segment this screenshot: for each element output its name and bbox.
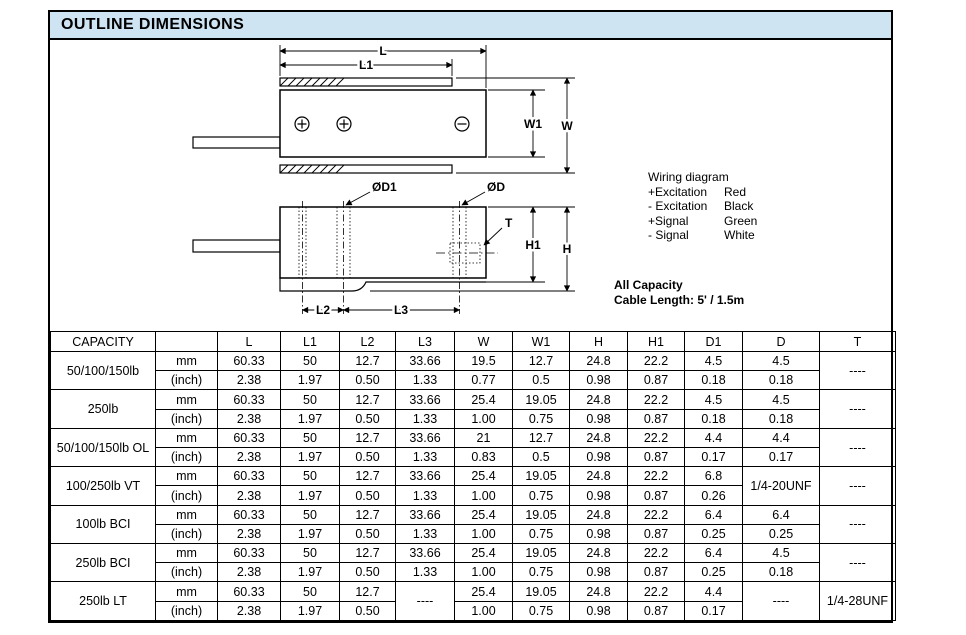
dimension-cell: 0.50	[340, 448, 396, 467]
dimension-cell: 4.5	[743, 390, 820, 409]
dimension-cell: 22.2	[628, 352, 685, 371]
wiring-diagram-legend	[648, 170, 757, 243]
dimension-cell: 1.97	[281, 601, 340, 620]
dimension-cell: 12.7	[340, 467, 396, 486]
dimension-cell: 50	[281, 505, 340, 524]
dimension-cell: 60.33	[218, 428, 281, 447]
dimension-cell: ----	[820, 505, 896, 543]
wiring-color: Red	[724, 184, 747, 199]
hatch-bottom	[280, 165, 344, 173]
unit-cell: (inch)	[156, 409, 218, 428]
wiring-row	[648, 185, 757, 200]
dimension-cell: ----	[820, 352, 896, 390]
column-header: D1	[685, 332, 743, 352]
capacity-cell: 50/100/150lb	[51, 352, 156, 390]
dimension-cell: ----	[743, 582, 820, 621]
dimension-cell: 22.2	[628, 544, 685, 563]
dimension-cell: 12.7	[340, 582, 396, 601]
load-cell-side-view	[193, 192, 575, 314]
dim-label-L2: L2	[315, 303, 331, 317]
dimension-cell: 19.05	[513, 467, 570, 486]
dimension-cell: 0.17	[743, 448, 820, 467]
wiring-row	[648, 214, 757, 229]
dim-label-H1: H1	[525, 238, 541, 252]
dimension-cell: 0.5	[513, 448, 570, 467]
dimension-cell: 1.97	[281, 448, 340, 467]
dimension-cell: 25.4	[455, 390, 513, 409]
unit-cell: mm	[156, 390, 218, 409]
dimension-cell: 24.8	[570, 505, 628, 524]
dimension-cell: 0.18	[743, 563, 820, 582]
dimension-cell: 0.25	[685, 524, 743, 543]
table-body	[51, 352, 896, 621]
dimension-cell: 0.77	[455, 371, 513, 390]
dimension-cell: 24.8	[570, 467, 628, 486]
dimension-cell: 0.87	[628, 486, 685, 505]
unit-cell: mm	[156, 428, 218, 447]
dimension-cell: 0.75	[513, 524, 570, 543]
dimension-cell: 0.50	[340, 601, 396, 620]
dimension-cell: 1.00	[455, 409, 513, 428]
dimension-cell: 22.2	[628, 582, 685, 601]
dimension-cell: 6.4	[743, 505, 820, 524]
dimension-cell: 1.33	[396, 524, 455, 543]
dimension-cell: 22.2	[628, 467, 685, 486]
dimension-cell: 19.05	[513, 390, 570, 409]
dimension-cell: 0.75	[513, 409, 570, 428]
unit-cell: mm	[156, 505, 218, 524]
unit-cell: (inch)	[156, 563, 218, 582]
dimension-cell: 1.00	[455, 601, 513, 620]
dimension-cell: 1.00	[455, 524, 513, 543]
dimension-cell: 33.66	[396, 390, 455, 409]
dimension-cell: 60.33	[218, 352, 281, 371]
dimension-cell: 4.5	[685, 390, 743, 409]
dimension-cell: 0.98	[570, 371, 628, 390]
dimension-cell: 60.33	[218, 582, 281, 601]
outline-dimensions-sheet	[48, 10, 893, 623]
unit-cell: mm	[156, 467, 218, 486]
column-header: H1	[628, 332, 685, 352]
column-header: L3	[396, 332, 455, 352]
dimension-cell: 50	[281, 352, 340, 371]
dimension-cell: 0.98	[570, 409, 628, 428]
dimension-cell: 24.8	[570, 544, 628, 563]
dimension-cell: 60.33	[218, 505, 281, 524]
dimension-cell: 21	[455, 428, 513, 447]
dimension-cell: 1.97	[281, 371, 340, 390]
column-header: H	[570, 332, 628, 352]
dimension-cell: 2.38	[218, 409, 281, 428]
dimension-cell: 60.33	[218, 390, 281, 409]
dimension-cell: 0.18	[743, 409, 820, 428]
dimension-cell: 33.66	[396, 352, 455, 371]
dimension-cell: 0.87	[628, 563, 685, 582]
dimension-cell: 0.18	[685, 409, 743, 428]
capacity-cell: 50/100/150lb OL	[51, 428, 156, 466]
dimension-cell: 22.2	[628, 505, 685, 524]
capacity-cell: 250lb	[51, 390, 156, 428]
dimension-cell: 0.50	[340, 486, 396, 505]
dim-label-W: W	[561, 119, 573, 133]
column-header: W	[455, 332, 513, 352]
dim-label-W1: W1	[524, 117, 542, 131]
unit-cell: (inch)	[156, 448, 218, 467]
column-header: W1	[513, 332, 570, 352]
unit-cell: mm	[156, 544, 218, 563]
dimension-table	[50, 331, 896, 621]
dimension-cell: 50	[281, 582, 340, 601]
dimension-cell: 0.98	[570, 601, 628, 620]
unit-cell: (inch)	[156, 486, 218, 505]
dimension-cell: ----	[820, 390, 896, 428]
dimension-cell: 24.8	[570, 390, 628, 409]
load-cell-top-view	[193, 45, 575, 173]
dimension-cell: 19.05	[513, 505, 570, 524]
dimension-cell: 19.05	[513, 544, 570, 563]
dimension-cell: 4.5	[743, 352, 820, 371]
dimension-cell: 1.33	[396, 563, 455, 582]
dimension-cell: 25.4	[455, 582, 513, 601]
dimension-cell: 1.97	[281, 409, 340, 428]
dimension-cell: 0.83	[455, 448, 513, 467]
column-header: CAPACITY	[51, 332, 156, 352]
dimension-cell: 1.33	[396, 371, 455, 390]
dimension-cell: 2.38	[218, 601, 281, 620]
dim-label-D1: ØD1	[372, 180, 397, 194]
dimension-cell: 1/4-28UNF	[820, 582, 896, 621]
dimension-cell: 0.75	[513, 486, 570, 505]
dimension-cell: 1/4-20UNF	[743, 467, 820, 505]
dimension-cell: 2.38	[218, 486, 281, 505]
wiring-signal: +Excitation	[648, 184, 708, 199]
dimension-cell: 25.4	[455, 467, 513, 486]
dimension-cell: 33.66	[396, 505, 455, 524]
dimension-cell: 50	[281, 390, 340, 409]
unit-cell: (inch)	[156, 601, 218, 620]
dimension-cell: 0.98	[570, 486, 628, 505]
dimension-cell: 33.66	[396, 467, 455, 486]
dimension-cell: ----	[820, 428, 896, 466]
column-header: T	[820, 332, 896, 352]
dimension-cell: 2.38	[218, 448, 281, 467]
base-plate	[280, 278, 486, 291]
dimension-cell: 0.50	[340, 409, 396, 428]
dimension-cell: 4.4	[685, 582, 743, 601]
capacity-cell: 100lb BCI	[51, 505, 156, 543]
dimension-cell: 2.38	[218, 524, 281, 543]
dimension-cell: 0.18	[685, 371, 743, 390]
dimension-cell: 1.97	[281, 563, 340, 582]
wiring-color: White	[724, 228, 755, 242]
dimension-cell: 22.2	[628, 428, 685, 447]
cable	[193, 137, 280, 148]
wiring-color: Black	[724, 199, 754, 213]
cable-note-line1: All Capacity	[614, 278, 683, 292]
load-cell-body-side	[280, 207, 486, 278]
dim-label-T: T	[505, 216, 513, 230]
table-header	[51, 332, 896, 352]
dimension-cell: 50	[281, 428, 340, 447]
dimension-cell: 6.4	[685, 544, 743, 563]
dimension-cell: 22.2	[628, 390, 685, 409]
dimension-cell: 0.87	[628, 601, 685, 620]
wiring-row	[648, 199, 757, 214]
dimension-cell: 25.4	[455, 544, 513, 563]
hatch-top	[280, 78, 344, 86]
dimension-cell: 0.75	[513, 601, 570, 620]
dimension-cell: 0.98	[570, 563, 628, 582]
wiring-signal: +Signal	[648, 213, 689, 228]
column-header: L2	[340, 332, 396, 352]
dimension-cell: 33.66	[396, 428, 455, 447]
dimension-cell: 12.7	[340, 505, 396, 524]
dim-label-L: L	[379, 44, 387, 58]
dimension-cell: 6.4	[685, 505, 743, 524]
cable-note	[614, 278, 744, 307]
dim-label-H: H	[562, 242, 572, 256]
cable-note-line2: Cable Length: 5' / 1.5m	[614, 292, 745, 307]
dimension-cell: ----	[396, 582, 455, 621]
load-cell-drawing	[50, 40, 891, 331]
dimension-cell: 0.87	[628, 448, 685, 467]
wiring-heading: Wiring diagram	[648, 170, 729, 184]
unit-cell: (inch)	[156, 371, 218, 390]
dimension-cell: 1.97	[281, 524, 340, 543]
dimension-cell: 0.18	[743, 371, 820, 390]
dimension-cell: 12.7	[340, 352, 396, 371]
dimension-cell: 1.97	[281, 486, 340, 505]
unit-cell: mm	[156, 352, 218, 371]
diagram-area	[50, 40, 891, 331]
dimension-cell: 19.05	[513, 582, 570, 601]
dimension-cell: 0.87	[628, 409, 685, 428]
dimension-cell: 0.17	[685, 601, 743, 620]
dim-label-L3: L3	[393, 303, 409, 317]
dimension-cell: 1.33	[396, 448, 455, 467]
column-header: L1	[281, 332, 340, 352]
page-title: OUTLINE DIMENSIONS	[61, 16, 245, 33]
dimension-cell: 0.50	[340, 371, 396, 390]
dimension-cell: 0.17	[685, 448, 743, 467]
dimension-cell: 33.66	[396, 544, 455, 563]
capacity-cell: 250lb LT	[51, 582, 156, 621]
dimension-cell: 12.7	[513, 352, 570, 371]
dimension-cell: 12.7	[340, 428, 396, 447]
dimension-cell: 0.25	[685, 563, 743, 582]
dimension-cell: 0.50	[340, 524, 396, 543]
dimension-cell: 0.26	[685, 486, 743, 505]
dimension-cell: 12.7	[513, 428, 570, 447]
column-header: L	[218, 332, 281, 352]
dim-label-L1: L1	[358, 58, 374, 72]
dimension-cell: 24.8	[570, 352, 628, 371]
dimension-cell: 12.7	[340, 390, 396, 409]
dimension-cell: 2.38	[218, 563, 281, 582]
dimension-cell: 24.8	[570, 428, 628, 447]
wiring-signal: - Excitation	[648, 199, 708, 213]
dimension-cell: 1.00	[455, 563, 513, 582]
dimension-cell: 0.5	[513, 371, 570, 390]
dimension-cell: 24.8	[570, 582, 628, 601]
unit-cell: (inch)	[156, 524, 218, 543]
wiring-signal: - Signal	[648, 228, 689, 242]
dimension-cell: 0.98	[570, 524, 628, 543]
dimension-cell: 4.5	[685, 352, 743, 371]
dimension-cell: 0.98	[570, 448, 628, 467]
cable	[193, 240, 280, 252]
dimension-cell: 0.50	[340, 563, 396, 582]
dimension-cell: ----	[820, 544, 896, 582]
dimension-cell: 2.38	[218, 371, 281, 390]
section-header	[50, 12, 891, 40]
dimension-cell: 1.33	[396, 486, 455, 505]
dimension-cell: 4.4	[743, 428, 820, 447]
unit-cell: mm	[156, 582, 218, 601]
capacity-cell: 100/250lb VT	[51, 467, 156, 505]
dimension-cell: 25.4	[455, 505, 513, 524]
dimension-cell: 0.25	[743, 524, 820, 543]
dimension-cell: 50	[281, 467, 340, 486]
dimension-cell: ----	[820, 467, 896, 505]
column-header: D	[743, 332, 820, 352]
dimension-cell: 6.8	[685, 467, 743, 486]
dimension-cell: 60.33	[218, 544, 281, 563]
dimension-cell: 0.75	[513, 563, 570, 582]
wiring-row	[648, 228, 757, 243]
dimension-cell: 50	[281, 544, 340, 563]
dimension-cell: 19.5	[455, 352, 513, 371]
dimension-cell: 4.5	[743, 544, 820, 563]
column-header	[156, 332, 218, 352]
dimension-cell: 0.87	[628, 371, 685, 390]
capacity-cell: 250lb BCI	[51, 544, 156, 582]
wiring-color: Green	[724, 213, 758, 228]
dimension-cell: 60.33	[218, 467, 281, 486]
dimension-cell: 1.33	[396, 409, 455, 428]
dimension-cell: 12.7	[340, 544, 396, 563]
dimension-cell: 1.00	[455, 486, 513, 505]
dimension-cell: 4.4	[685, 428, 743, 447]
dim-label-D: ØD	[487, 180, 505, 194]
dimension-cell: 0.87	[628, 524, 685, 543]
